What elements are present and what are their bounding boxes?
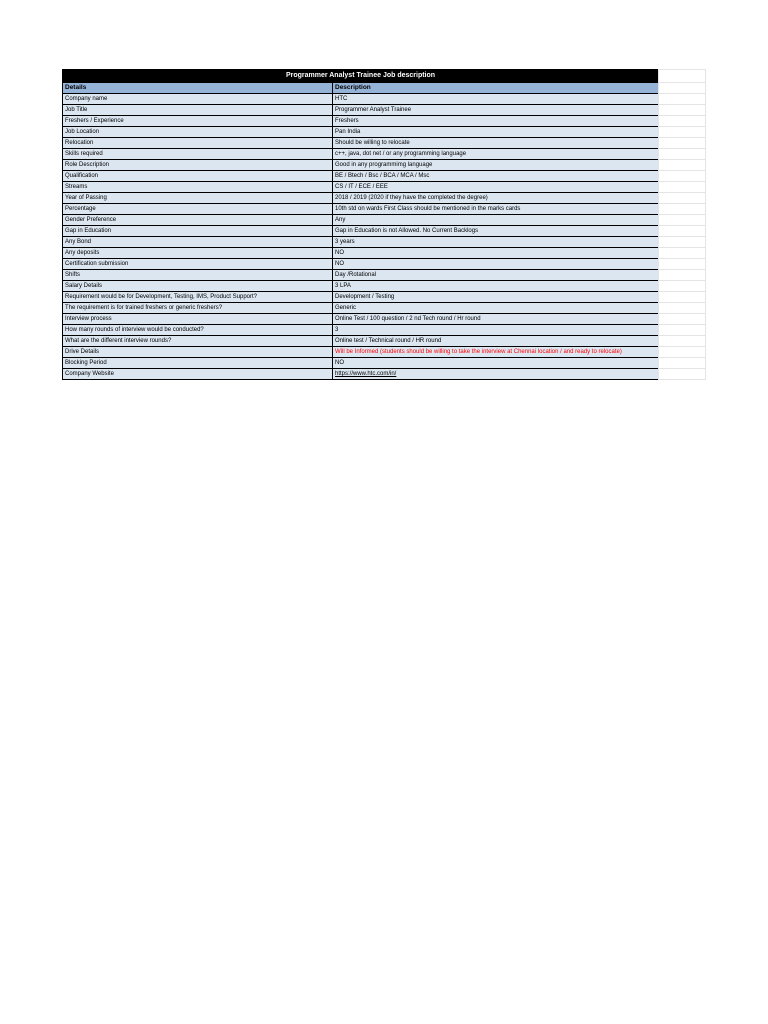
table-row: [63, 270, 659, 281]
description-cell: 3 LPA: [333, 281, 659, 292]
empty-cell: [659, 314, 706, 325]
description-cell: Programmer Analyst Trainee: [333, 105, 659, 116]
empty-cell: [659, 116, 706, 127]
detail-cell: Qualification: [63, 171, 333, 182]
title-row: [63, 70, 659, 83]
empty-cell: [659, 70, 706, 83]
detail-cell: Freshers / Experience: [63, 116, 333, 127]
empty-row: [659, 171, 706, 182]
empty-row: [659, 94, 706, 105]
empty-cell: [659, 83, 706, 94]
detail-cell: Skills required: [63, 149, 333, 160]
empty-row: [659, 116, 706, 127]
table-row: [63, 171, 659, 182]
empty-row: [659, 281, 706, 292]
table-row: [63, 237, 659, 248]
detail-cell: Salary Details: [63, 281, 333, 292]
empty-row: [659, 314, 706, 325]
empty-row: [659, 127, 706, 138]
column-header-details: Details: [63, 83, 333, 94]
empty-cell: [659, 369, 706, 380]
detail-cell: Job Title: [63, 105, 333, 116]
empty-row: [659, 325, 706, 336]
description-cell: Day /Rotational: [333, 270, 659, 281]
empty-row: [659, 160, 706, 171]
empty-cell: [659, 303, 706, 314]
empty-cell: [659, 270, 706, 281]
detail-cell: Blocking Period: [63, 358, 333, 369]
description-cell: c++, java, dot net / or any programming language: [333, 149, 659, 160]
empty-cell: [659, 336, 706, 347]
empty-cell: [659, 193, 706, 204]
table-row: [63, 182, 659, 193]
description-cell: Freshers: [333, 116, 659, 127]
table-row: [63, 303, 659, 314]
table-row: [63, 193, 659, 204]
empty-cell: [659, 215, 706, 226]
table-row: [63, 226, 659, 237]
empty-cell: [659, 358, 706, 369]
empty-row: [659, 182, 706, 193]
empty-cell: [659, 182, 706, 193]
description-cell: 3 years: [333, 237, 659, 248]
detail-cell: Gender Preference: [63, 215, 333, 226]
empty-row: [659, 259, 706, 270]
table-row: [63, 215, 659, 226]
detail-cell: Role Description: [63, 160, 333, 171]
empty-cell: [659, 105, 706, 116]
empty-row: [659, 105, 706, 116]
empty-cell: [659, 127, 706, 138]
description-cell: Will be Informed (students should be willing to take the interview at Chennai location / and ready to relocate): [333, 347, 659, 358]
table-row: [63, 105, 659, 116]
column-header-description: Description: [333, 83, 659, 94]
adjacent-cells-body: [659, 70, 706, 380]
table-row: [63, 116, 659, 127]
table-row: [63, 336, 659, 347]
empty-cell: [659, 138, 706, 149]
empty-row: [659, 369, 706, 380]
empty-row: [659, 237, 706, 248]
empty-row: [659, 292, 706, 303]
empty-cell: [659, 237, 706, 248]
empty-row: [659, 215, 706, 226]
detail-cell: Any deposits: [63, 248, 333, 259]
description-cell: NO: [333, 358, 659, 369]
detail-cell: Interview process: [63, 314, 333, 325]
table-row: [63, 94, 659, 105]
empty-row: [659, 248, 706, 259]
table-body: [63, 94, 659, 380]
description-cell: 3: [333, 325, 659, 336]
detail-cell: Gap in Education: [63, 226, 333, 237]
description-cell: HTC: [333, 94, 659, 105]
empty-cell: [659, 248, 706, 259]
description-cell: BE / Btech / Bsc / BCA / MCA / Msc: [333, 171, 659, 182]
table-row: [63, 325, 659, 336]
empty-cell: [659, 94, 706, 105]
detail-cell: The requirement is for trained freshers or generic freshers?: [63, 303, 333, 314]
detail-cell: Job Location: [63, 127, 333, 138]
empty-row: [659, 347, 706, 358]
table-row: [63, 292, 659, 303]
description-cell: Gap in Education is not Allowed. No Current Backlogs: [333, 226, 659, 237]
empty-row: [659, 336, 706, 347]
empty-cell: [659, 160, 706, 171]
header-row: [63, 83, 659, 94]
empty-cell: [659, 204, 706, 215]
table-row: [63, 160, 659, 171]
detail-cell: Requirement would be for Development, Testing, IMS, Product Support?: [63, 292, 333, 303]
empty-row: [659, 226, 706, 237]
description-cell: Good in any programmimg language: [333, 160, 659, 171]
sheet-title: Programmer Analyst Trainee Job description: [63, 70, 659, 83]
description-cell: Pan India: [333, 127, 659, 138]
table-row: [63, 314, 659, 325]
empty-cell: [659, 325, 706, 336]
empty-cell: [659, 149, 706, 160]
table-row: [63, 358, 659, 369]
description-cell: Any: [333, 215, 659, 226]
detail-cell: Certification submission: [63, 259, 333, 270]
description-cell: Generic: [333, 303, 659, 314]
description-cell: CS / IT / ECE / EEE: [333, 182, 659, 193]
empty-cell: [659, 226, 706, 237]
table-row: [63, 149, 659, 160]
empty-row: [659, 70, 706, 83]
description-cell: Online test / Technical round / HR round: [333, 336, 659, 347]
empty-row: [659, 358, 706, 369]
detail-cell: Year of Passing: [63, 193, 333, 204]
description-cell: NO: [333, 248, 659, 259]
job-description-table: [62, 69, 659, 380]
detail-cell: How many rounds of interview would be conducted?: [63, 325, 333, 336]
description-cell[interactable]: https://www.htc.com/in/: [333, 369, 659, 380]
empty-row: [659, 138, 706, 149]
table-row: [63, 369, 659, 380]
detail-cell: Any Bond: [63, 237, 333, 248]
description-cell: Online Test / 100 question / 2 nd Tech round / Hr round: [333, 314, 659, 325]
table-row: [63, 127, 659, 138]
empty-cell: [659, 171, 706, 182]
table-row: [63, 138, 659, 149]
empty-row: [659, 83, 706, 94]
empty-row: [659, 204, 706, 215]
description-cell: 2018 / 2019 (2020 if they have the completed the degree): [333, 193, 659, 204]
empty-row: [659, 149, 706, 160]
empty-cell: [659, 259, 706, 270]
description-cell: Should be willing to relocate: [333, 138, 659, 149]
adjacent-empty-cells: [658, 69, 706, 380]
detail-cell: Company name: [63, 94, 333, 105]
empty-cell: [659, 292, 706, 303]
detail-cell: Streams: [63, 182, 333, 193]
table-row: [63, 281, 659, 292]
table-row: [63, 204, 659, 215]
detail-cell: Shifts: [63, 270, 333, 281]
empty-cell: [659, 281, 706, 292]
empty-cell: [659, 347, 706, 358]
table-row: [63, 248, 659, 259]
detail-cell: Percentage: [63, 204, 333, 215]
empty-row: [659, 193, 706, 204]
table-row: [63, 347, 659, 358]
detail-cell: Company Website: [63, 369, 333, 380]
detail-cell: Drive Details: [63, 347, 333, 358]
empty-row: [659, 303, 706, 314]
detail-cell: What are the different interview rounds?: [63, 336, 333, 347]
description-cell: NO: [333, 259, 659, 270]
table-row: [63, 259, 659, 270]
detail-cell: Relocation: [63, 138, 333, 149]
description-cell: Development / Testing: [333, 292, 659, 303]
description-cell: 10th std on wards First Class should be mentioned in the marks cards: [333, 204, 659, 215]
empty-row: [659, 270, 706, 281]
